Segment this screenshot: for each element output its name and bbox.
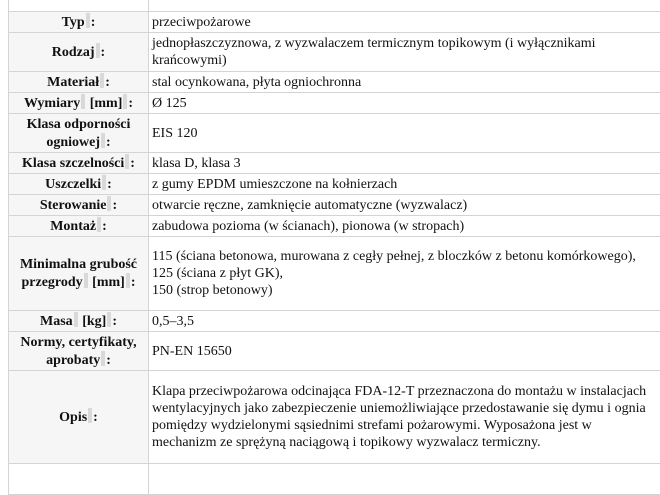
- label-separator-marker: [126, 273, 130, 288]
- label-separator-marker: [97, 217, 101, 232]
- spec-value-cell: [149, 93, 660, 114]
- spec-label-cell: [9, 114, 149, 153]
- spec-value-cell: [149, 237, 660, 311]
- spec-label-colon: :: [101, 45, 106, 60]
- spec-value-cell: [149, 33, 660, 72]
- table-row: [9, 33, 660, 72]
- spec-label-colon: :: [91, 15, 96, 30]
- table-row: [9, 237, 660, 311]
- spec-label-cell: [9, 371, 149, 464]
- spec-label-cell: [9, 174, 149, 195]
- spec-value-text: PN-EN 15650: [152, 344, 232, 359]
- stub-label-cell: [9, 0, 149, 12]
- spec-label-colon: :: [112, 198, 117, 213]
- spec-label-text: Minimalna grubość przegrody: [20, 257, 137, 290]
- label-separator-marker: [81, 94, 85, 109]
- spec-value-cell: [149, 311, 660, 332]
- spec-value-text: stal ocynkowana, płyta ogniochronna: [152, 75, 361, 90]
- spec-value-text: jednopłaszczyznowa, z wyzwalaczem termicznym topikowym (i wyłącznikami krańcowymi): [152, 36, 596, 68]
- specification-table-body: [9, 0, 660, 495]
- spec-label-colon: :: [106, 353, 111, 368]
- stub-label-cell: [9, 464, 149, 495]
- spec-value-text: Klapa przeciwpożarowa odcinająca FDA-12-T przeznaczona do montażu w instalacjach wentylacyjnych jako zabezpieczenie uniemożliwiające przedostawanie się dymu i ognia pomiędzy wydzielonymi sąsiednimi strefami pożarowymi. Wyposażona jest w mechanizm ze sprężyną naciągową i topikowy wyzwalacz termiczny.: [152, 384, 646, 450]
- spec-value-cell: [149, 216, 660, 237]
- spec-label-cell: [9, 12, 149, 33]
- label-separator-marker: [101, 351, 105, 366]
- spec-label-text: Rodzaj: [52, 45, 95, 60]
- spec-label-colon: :: [102, 219, 107, 234]
- spec-label-cell: [9, 311, 149, 332]
- label-separator-marker: [84, 273, 88, 288]
- spec-label-cell: [9, 153, 149, 174]
- spec-label-text: Opis: [59, 410, 87, 425]
- spec-label-colon: :: [93, 410, 98, 425]
- table-row: [9, 195, 660, 216]
- spec-label-text: Sterowanie: [40, 198, 107, 213]
- spec-label-text: Masa: [40, 314, 73, 329]
- spec-label-colon: :: [105, 75, 110, 90]
- spec-value-cell: [149, 114, 660, 153]
- spec-value-text: 125 (ściana z płyt GK),: [152, 265, 657, 282]
- spec-label-text: Materiał: [47, 75, 99, 90]
- spec-label-text: [mm]: [90, 96, 123, 111]
- label-separator-marker: [74, 312, 78, 327]
- spec-label-text: Uszczelki: [45, 177, 101, 192]
- spec-value-text: 150 (strop betonowy): [152, 282, 657, 299]
- table-row: [9, 153, 660, 174]
- stub-value-cell: [149, 0, 660, 12]
- label-separator-marker: [88, 408, 92, 423]
- specification-table: [8, 0, 660, 495]
- label-separator-marker: [86, 13, 90, 28]
- spec-value-cell: [149, 153, 660, 174]
- spec-label-cell: [9, 72, 149, 93]
- spec-value-text: 115 (ściana betonowa, murowana z cegły pełnej, z bloczków z betonu komórkowego),: [152, 248, 657, 265]
- label-separator-marker: [102, 175, 106, 190]
- spec-label-cell: [9, 216, 149, 237]
- label-separator-marker: [107, 196, 111, 211]
- spec-value-text: 0,5–3,5: [152, 314, 194, 329]
- spec-value-text: z gumy EPDM umieszczone na kołnierzach: [152, 177, 397, 192]
- spec-value-text: Ø 125: [152, 96, 187, 111]
- label-separator-marker: [123, 94, 127, 109]
- spec-value-text: EIS 120: [152, 126, 198, 141]
- spec-value-text: przeciwpożarowe: [152, 15, 251, 30]
- label-separator-marker: [96, 43, 100, 58]
- spec-value-cell: [149, 195, 660, 216]
- spec-label-text: Wymiary: [24, 96, 80, 111]
- table-row: [9, 311, 660, 332]
- spec-label-text: Typ: [62, 15, 85, 30]
- label-separator-marker: [101, 133, 105, 148]
- spec-label-text: Klasa szczelności: [22, 156, 124, 171]
- spec-label-cell: [9, 33, 149, 72]
- spec-label-text: [mm]: [92, 275, 125, 290]
- label-separator-marker: [100, 73, 104, 88]
- spec-label-colon: :: [112, 314, 117, 329]
- spec-label-colon: :: [106, 135, 111, 150]
- spec-label-text: Klasa odporności ogniowej: [27, 117, 131, 150]
- table-row: [9, 12, 660, 33]
- spec-value-cell: [149, 12, 660, 33]
- spec-value-cell: [149, 332, 660, 371]
- spec-label-text: [kg]: [82, 314, 106, 329]
- table-row: [9, 371, 660, 464]
- spec-label-colon: :: [107, 177, 112, 192]
- spec-label-cell: [9, 195, 149, 216]
- spec-value-text: klasa D, klasa 3: [152, 156, 241, 171]
- spec-label-colon: :: [131, 275, 136, 290]
- stub-value-cell: [149, 464, 660, 495]
- spec-label-cell: [9, 237, 149, 311]
- label-separator-marker: [125, 154, 129, 169]
- table-row: [9, 174, 660, 195]
- table-top-stub-row: [9, 0, 660, 12]
- spec-value-cell: [149, 72, 660, 93]
- table-row: [9, 332, 660, 371]
- spec-value-cell: [149, 371, 660, 464]
- table-row: [9, 114, 660, 153]
- spec-label-cell: [9, 93, 149, 114]
- spec-label-cell: [9, 332, 149, 371]
- table-row: [9, 216, 660, 237]
- spec-value-text: otwarcie ręczne, zamknięcie automatyczne (wyzwalacz): [152, 198, 467, 213]
- table-bottom-stub-row: [9, 464, 660, 495]
- spec-label-colon: :: [128, 96, 133, 111]
- spec-label-text: Normy, certyfikaty, aprobaty: [20, 335, 136, 368]
- spec-label-colon: :: [130, 156, 135, 171]
- table-row: [9, 72, 660, 93]
- spec-value-text: zabudowa pozioma (w ścianach), pionowa (w stropach): [152, 219, 464, 234]
- label-separator-marker: [107, 312, 111, 327]
- table-row: [9, 93, 660, 114]
- spec-value-cell: [149, 174, 660, 195]
- spec-label-text: Montaż: [50, 219, 96, 234]
